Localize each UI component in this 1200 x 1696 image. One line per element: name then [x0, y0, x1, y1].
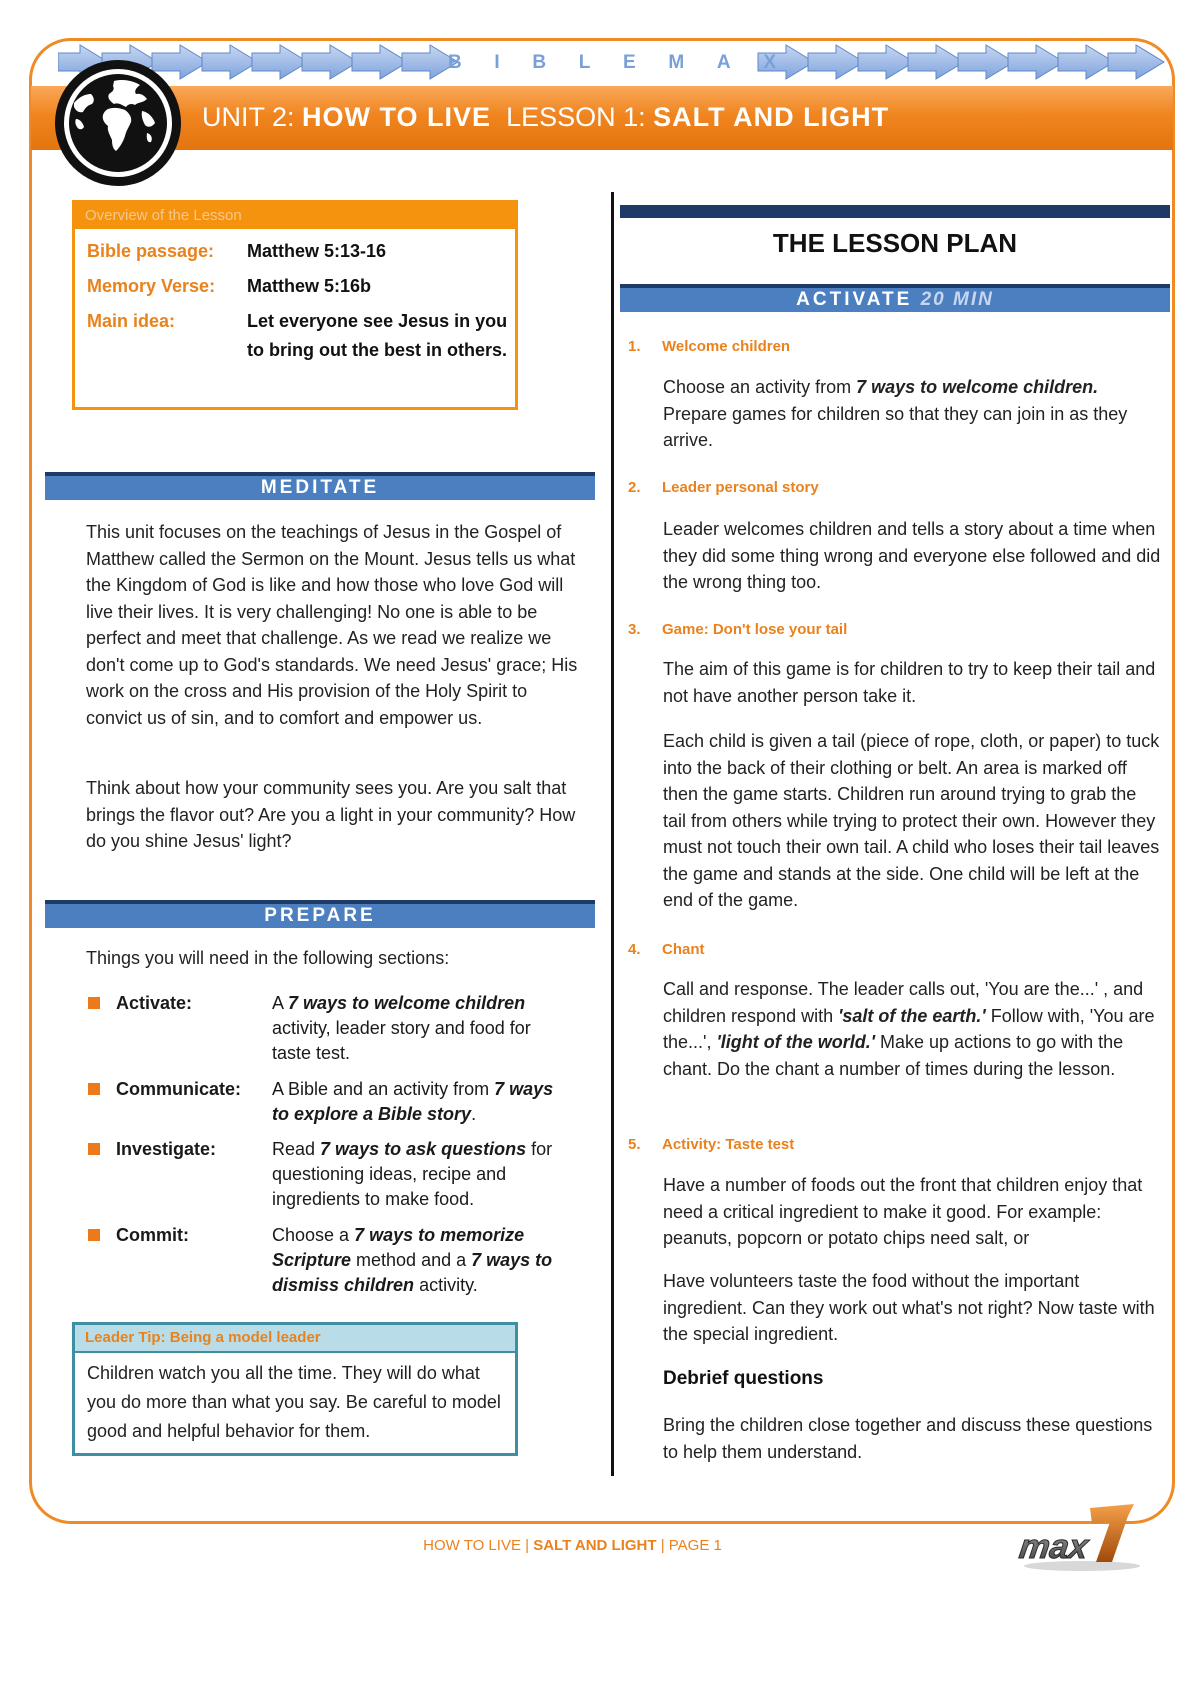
prepare-item-desc: [272, 1077, 557, 1127]
overview-value: Let everyone see Jesus in you to bring out the best in others.: [247, 311, 508, 360]
step-1-text: [663, 374, 1163, 454]
arrow-icon: [302, 45, 358, 79]
step-title-text: Game: Don't lose your tail: [662, 621, 848, 638]
globe-icon: [52, 57, 184, 189]
prepare-item-desc: [272, 1137, 557, 1212]
resource-name: 7 ways to ask questions: [320, 1139, 527, 1159]
lesson-overview-box: [72, 200, 518, 410]
debrief-heading: Debrief questions: [663, 1368, 824, 1389]
overview-label: Main idea:: [87, 311, 176, 331]
resource-name: 7 ways to welcome children.: [856, 377, 1099, 397]
brand-letter: L: [578, 52, 593, 73]
overview-label: Memory Verse:: [87, 276, 216, 296]
overview-value: Matthew 5:16b: [247, 276, 372, 296]
debrief-text: Bring the children close together and discuss these questions to help them understand.: [663, 1415, 1153, 1462]
footer-unit: HOW TO LIVE |: [423, 1537, 534, 1554]
leader-tip-body: Children watch you all the time. They will do what you do more than what you say. Be careful to model good and helpful behavior for them.: [87, 1363, 501, 1441]
footer-lesson: SALT AND LIGHT: [533, 1537, 657, 1554]
step-number: 4.: [628, 941, 641, 958]
brand-letter: E: [623, 52, 638, 73]
prepare-item-label: Activate:: [116, 993, 193, 1013]
desc-text: Read: [272, 1139, 321, 1159]
prepare-item-desc: [272, 991, 557, 1066]
meditate-heading-text: MEDITATE: [260, 477, 380, 498]
resource-name: 7 ways to memorize Scripture: [272, 1225, 525, 1270]
desc-text: method and a: [351, 1250, 472, 1270]
step-title-taste-test: [628, 1134, 794, 1156]
meditate-paragraph-1: This unit focuses on the teachings of Jesus in the Gospel of Matthew called the Sermon on the Mount. Jesus tells us what the Kingdom of God is like and how those who love God will live their lives. It is very challenging! No one is able to be perfect and meet that challenge. As we read we realize we don't come up to God's standards. We need Jesus' grace; His work on the cross and His provision of the Holy Spirit to convict us of sin, and to comfort and empower us.: [86, 522, 578, 728]
resource-name: 7 ways to dismiss children: [272, 1250, 553, 1295]
body-text: Follow with, 'You are the...',: [663, 1005, 1155, 1052]
resource-name: 7 ways to explore a Bible story: [272, 1079, 554, 1124]
overview-value: Matthew 5:13-16: [247, 241, 387, 261]
desc-text: A Bible and an activity from: [272, 1079, 495, 1099]
arrow-icon: [1058, 45, 1114, 79]
prepare-item-label: Communicate:: [116, 1079, 242, 1099]
overview-heading: Overview of the Lesson: [75, 203, 515, 229]
activate-duration: 20 MIN: [920, 289, 994, 310]
arrow-icon: [908, 45, 964, 79]
leader-tip-box: [72, 1322, 518, 1456]
step-3-text-b: Each child is given a tail (piece of rope, cloth, or paper) to tuck into the back of their clothing or belt. An area is marked off then the game starts. Children run around trying to grab the tail from others while trying to protect their own. However they must not touch their own tail. A child who loses their tail leaves the game and stands at the side. One child will be left at the end of the game.: [663, 731, 1160, 910]
lesson-title: SALT AND LIGHT: [653, 102, 890, 132]
arrow-icon: [1008, 45, 1064, 79]
lesson-number: LESSON 1:: [506, 102, 646, 132]
prepare-item-desc: [272, 1223, 557, 1298]
step-title-text: Chant: [662, 941, 705, 958]
arrow-icon: [252, 45, 308, 79]
page-title: [202, 97, 889, 137]
overview-row-main-idea: [87, 307, 509, 365]
activate-heading-text: ACTIVATE: [796, 289, 913, 310]
desc-text: .: [471, 1104, 477, 1124]
desc-text: Choose a: [272, 1225, 355, 1245]
step-number: 3.: [628, 621, 641, 638]
step-title-text: Activity: Taste test: [662, 1136, 795, 1153]
logo-wordmark: max: [1017, 1528, 1091, 1566]
max7-logo-icon: [1012, 1502, 1144, 1574]
lesson-plan-top-rule: [620, 205, 1170, 218]
desc-text: activity.: [414, 1275, 478, 1295]
meditate-paragraph-2: Think about how your community sees you. Are you salt that brings the flavor out? Are you a light in your community? How do you shine Jesus' light?: [86, 778, 576, 851]
unit-number: UNIT 2:: [202, 102, 295, 132]
body-text: Make up actions to go with the chant. Do the chant a number of times during the lesson.: [663, 1032, 1124, 1079]
prepare-item-label: Investigate:: [116, 1139, 217, 1159]
step-title-game: [628, 619, 847, 641]
arrow-icon: [858, 45, 914, 79]
step-title-leader-story: [628, 477, 819, 499]
step-title-chant: [628, 939, 705, 961]
square-bullet-icon: [88, 997, 100, 1009]
brand-letter: X: [763, 52, 778, 73]
arrow-icon: [202, 45, 258, 79]
step-number: 2.: [628, 479, 641, 496]
arrow-icon: [958, 45, 1014, 79]
brand-letter: M: [668, 52, 687, 73]
step-4-text: [663, 976, 1163, 1082]
chant-response: 'light of the world.': [716, 1032, 876, 1052]
step-2-text: Leader welcomes children and tells a story about a time when they did some thing wrong and everyone else followed and did the wrong thing too.: [663, 519, 1161, 592]
overview-row-bible-passage: [87, 237, 509, 266]
arrow-icon: [352, 45, 408, 79]
desc-text: for questioning ideas, recipe and ingredients to make food.: [272, 1139, 553, 1209]
footer-page: | PAGE 1: [656, 1537, 722, 1554]
arrow-icon: [808, 45, 864, 79]
brand-letter: B: [448, 52, 464, 73]
prepare-intro: Things you will need in the following sections:: [86, 948, 450, 968]
unit-title: HOW TO LIVE: [302, 102, 492, 132]
meditate-heading: [45, 472, 595, 500]
step-title-text: Welcome children: [662, 338, 791, 355]
body-text: Call and response. The leader calls out, 'You are the...' , and children respond with: [663, 979, 1144, 1026]
body-text: Choose an activity from: [663, 377, 857, 397]
step-5-text-a: Have a number of foods out the front that children enjoy that need a critical ingredient to make it good. For example: peanuts, popcorn or potato chips need salt, or: [663, 1175, 1143, 1248]
prepare-item-label: Commit:: [116, 1225, 189, 1245]
brand-wordmark: [448, 48, 778, 78]
prepare-heading: [45, 900, 595, 928]
brand-letter: A: [716, 52, 733, 73]
resource-name: 7 ways to welcome children: [288, 993, 526, 1013]
arrow-icon: [1108, 45, 1164, 79]
step-number: 1.: [628, 338, 641, 355]
prepare-heading-text: PREPARE: [264, 905, 376, 926]
activate-heading: [620, 284, 1170, 312]
brand-letter: I: [494, 52, 502, 73]
overview-row-memory-verse: [87, 272, 509, 301]
square-bullet-icon: [88, 1083, 100, 1095]
desc-text: A: [272, 993, 289, 1013]
step-number: 5.: [628, 1136, 641, 1153]
brand-letter: B: [532, 52, 549, 73]
lesson-plan-title: THE LESSON PLAN: [772, 228, 1018, 258]
desc-text: activity, leader story and food for taste test.: [272, 1018, 531, 1063]
step-title-text: Leader personal story: [662, 479, 819, 496]
step-title-welcome-children: [628, 336, 790, 358]
body-text: Prepare games for children so that they can join in as they arrive.: [663, 403, 1128, 450]
square-bullet-icon: [88, 1229, 100, 1241]
leader-tip-heading: Leader Tip: Being a model leader: [75, 1325, 515, 1353]
overview-label: Bible passage:: [87, 241, 215, 261]
square-bullet-icon: [88, 1143, 100, 1155]
step-5-text-b: Have volunteers taste the food without the important ingredient. Can they work out what's not right? Now taste with the special ingredient.: [663, 1271, 1155, 1344]
chant-response: 'salt of the earth.': [838, 1005, 986, 1026]
step-3-text-a: The aim of this game is for children to try to keep their tail and not have another person take it.: [663, 659, 1156, 706]
column-divider: [611, 192, 614, 1476]
